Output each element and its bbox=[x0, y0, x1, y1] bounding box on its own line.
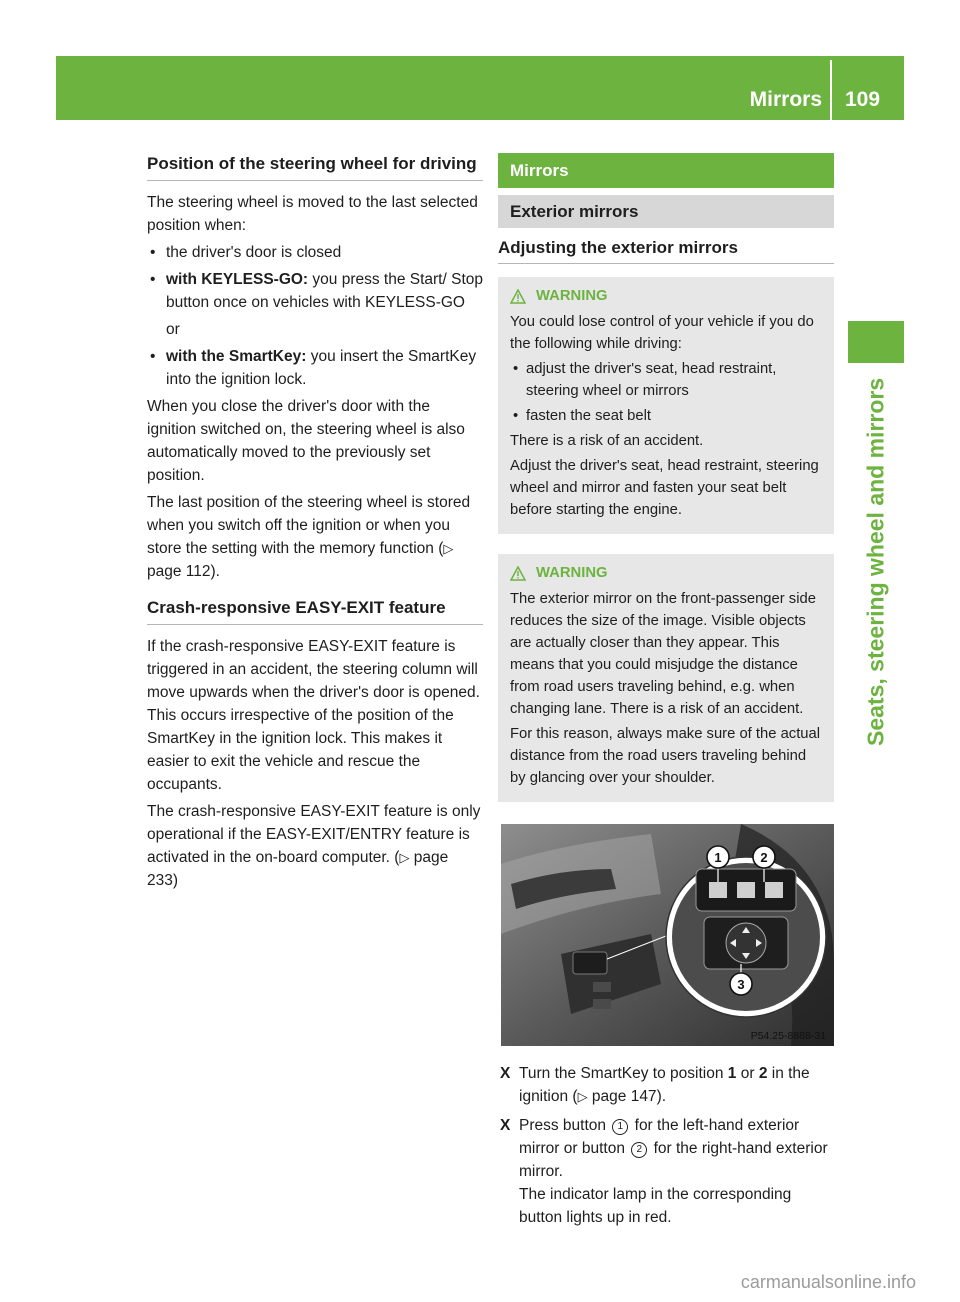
list-item: • adjust the driver's seat, head restraint, steering wheel or mirrors bbox=[510, 358, 822, 402]
step-arrow-icon: X bbox=[500, 1117, 511, 1134]
bullet-icon bbox=[150, 345, 155, 368]
watermark: carmanualsonline.info bbox=[740, 1272, 916, 1292]
paragraph: Adjust the driver's seat, head restraint, steering wheel and mirror and fasten your seat belt before starting the engine. bbox=[510, 458, 819, 518]
paragraph: There is a risk of an accident. bbox=[510, 433, 704, 449]
paragraph: If the crash-responsive EASY-EXIT feature is triggered in an accident, the steering column will move upwards when the driver's door is opened. This occurs irrespective of the position of the SmartKey in the ignition lock. This makes it easier to exit the vehicle and rescue the occupants. bbox=[147, 638, 480, 793]
mirror-controls-photo bbox=[501, 824, 834, 1046]
warning-triangle-icon bbox=[510, 289, 526, 304]
left-column bbox=[147, 153, 483, 896]
right-column bbox=[498, 153, 834, 1235]
or-text: or bbox=[166, 321, 180, 338]
page-number: 109 bbox=[845, 88, 881, 111]
page-ref-link[interactable]: page 147 bbox=[591, 1088, 657, 1105]
paragraph: The last position of the steering wheel is stored when you switch off the ignition or when you store the setting with the memory function (▷ page 112). bbox=[147, 494, 471, 580]
side-chapter-label: Seats, steering wheel and mirrors bbox=[862, 378, 889, 747]
warning-label: WARNING bbox=[536, 288, 608, 304]
callout-2-label: 2 bbox=[760, 850, 768, 865]
header-separator bbox=[830, 60, 832, 120]
paragraph: The steering wheel is moved to the last selected position when: bbox=[147, 194, 478, 234]
bullet-icon bbox=[150, 241, 155, 264]
warning-triangle-icon bbox=[510, 566, 526, 581]
callout-ref-2: 2 bbox=[631, 1142, 647, 1158]
list-item: • fasten the seat belt bbox=[510, 405, 822, 427]
paragraph: You could lose control of your vehicle if you do the following while driving: bbox=[510, 314, 814, 352]
bullet-icon bbox=[150, 268, 155, 291]
header-title: Mirrors bbox=[749, 88, 822, 111]
instruction-step: X Turn the SmartKey to position 1 or 2 in the ignition (▷ page 147). bbox=[498, 1062, 834, 1108]
callout-3-label: 3 bbox=[737, 977, 745, 992]
instruction-step: X Press button 1 for the left-hand exterior mirror or button 2 for the right-hand exterior mirror. The indicator lamp in the corresponding button lights up in red. bbox=[498, 1114, 834, 1229]
subsection-heading: Adjusting the exterior mirrors bbox=[498, 237, 834, 264]
page-ref-link[interactable]: page 112 bbox=[147, 563, 211, 580]
paragraph: For this reason, always make sure of the actual distance from the road users traveling behind by glancing over your shoulder. bbox=[510, 726, 821, 786]
callout-1-label: 1 bbox=[714, 850, 722, 865]
page-ref-arrow-icon: ▷ bbox=[443, 541, 454, 556]
door-panel-illustration bbox=[501, 824, 834, 1046]
bullet-icon bbox=[513, 358, 518, 380]
step-arrow-icon: X bbox=[500, 1065, 511, 1082]
bullet-icon bbox=[513, 405, 518, 427]
list-item: • with KEYLESS-GO: you press the Start/ Stop button once on vehicles with KEYLESS-GO bbox=[147, 268, 483, 314]
warning-box bbox=[498, 277, 834, 534]
paragraph: When you close the driver's door with the ignition switched on, the steering wheel is also automatically moved to the previously set position. bbox=[147, 398, 465, 484]
paragraph: The crash-responsive EASY-EXIT feature is only operational if the EASY-EXIT/ENTRY feature is activated in the on-board computer. (▷ page 233) bbox=[147, 803, 481, 889]
side-tab-marker bbox=[848, 321, 904, 363]
section-band-exterior-mirrors: Exterior mirrors bbox=[498, 195, 834, 228]
section-heading-easy-exit: Crash-responsive EASY-EXIT feature bbox=[147, 597, 483, 625]
page-ref-arrow-icon: ▷ bbox=[577, 1089, 588, 1104]
paragraph: The exterior mirror on the front-passenger side reduces the size of the image. Visible objects are actually closer than they appear. This means that you could misjudge the distance from road users traveling behind, e.g. when changing lane. There is a risk of an accident. bbox=[510, 591, 816, 717]
section-heading-steering-position: Position of the steering wheel for driving bbox=[147, 153, 483, 181]
page-ref-link[interactable]: page 233 bbox=[147, 849, 449, 889]
warning-box bbox=[498, 554, 834, 802]
page-ref-arrow-icon: ▷ bbox=[399, 850, 410, 865]
step-note: The indicator lamp in the corresponding button lights up in red. bbox=[519, 1186, 792, 1226]
photo-code: P54.25-8888-31 bbox=[750, 1030, 826, 1042]
list-item: • the driver's door is closed bbox=[147, 241, 483, 264]
list-item: • with the SmartKey: you insert the SmartKey into the ignition lock. bbox=[147, 345, 483, 391]
warning-label: WARNING bbox=[536, 565, 608, 581]
callout-ref-1: 1 bbox=[612, 1119, 628, 1135]
chapter-band-mirrors: Mirrors bbox=[498, 153, 834, 188]
